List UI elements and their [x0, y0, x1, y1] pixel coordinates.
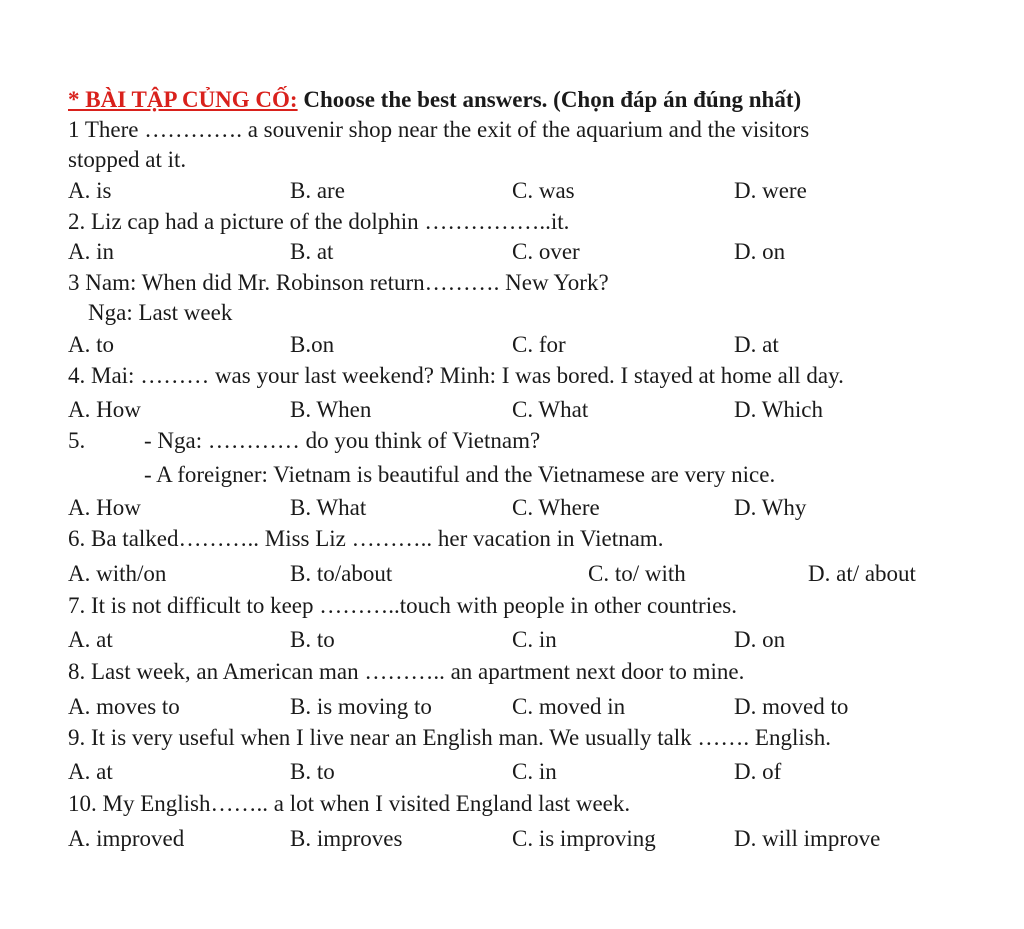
question-9-text: 9. It is very useful when I live near an English man. We usually talk ……. English.: [68, 725, 831, 750]
q5-option-d[interactable]: D. Why: [734, 495, 807, 520]
q7-option-b[interactable]: B. to: [290, 627, 335, 652]
q6-option-c[interactable]: C. to/ with: [588, 561, 686, 586]
q5-option-c[interactable]: C. Where: [512, 495, 600, 520]
heading-tag: * BÀI TẬP CỦNG CỐ:: [68, 87, 298, 112]
q1-option-c[interactable]: C. was: [512, 178, 575, 203]
q7-option-a[interactable]: A. at: [68, 627, 113, 652]
question-2-text: 2. Liz cap had a picture of the dolphin ……………..it.: [68, 209, 570, 234]
q2-option-a[interactable]: A. in: [68, 239, 114, 264]
q6-option-b[interactable]: B. to/about: [290, 561, 393, 586]
worksheet-heading: [68, 86, 801, 114]
q2-option-d[interactable]: D. on: [734, 239, 786, 264]
question-1-text-cont: stopped at it.: [68, 147, 187, 172]
q6-option-d[interactable]: D. at/ about: [808, 561, 916, 586]
q2-option-c[interactable]: C. over: [512, 239, 580, 264]
q7-option-c[interactable]: C. in: [512, 627, 557, 652]
q8-option-a[interactable]: A. moves to: [68, 694, 180, 719]
heading-instruction: Choose the best answers. (Chọn đáp án đúng nhất): [297, 87, 802, 112]
q3-option-d[interactable]: D. at: [734, 332, 779, 357]
question-8-text: 8. Last week, an American man ……….. an apartment next door to mine.: [68, 659, 745, 684]
q10-option-d[interactable]: D. will improve: [734, 826, 881, 851]
q6-option-a[interactable]: A. with/on: [68, 561, 167, 586]
question-4-text: 4. Mai: ……… was your last weekend? Minh: I was bored. I stayed at home all day.: [68, 363, 844, 388]
q10-option-b[interactable]: B. improves: [290, 826, 403, 851]
q5-option-b[interactable]: B. What: [290, 495, 367, 520]
q2-option-b[interactable]: B. at: [290, 239, 334, 264]
question-10-text: 10. My English…….. a lot when I visited England last week.: [68, 791, 631, 816]
q4-option-c[interactable]: C. What: [512, 397, 589, 422]
question-6-text: 6. Ba talked……….. Miss Liz ……….. her vacation in Vietnam.: [68, 526, 664, 551]
q8-option-b[interactable]: B. is moving to: [290, 694, 432, 719]
q4-option-b[interactable]: B. When: [290, 397, 372, 422]
q3-option-c[interactable]: C. for: [512, 332, 566, 357]
q10-option-a[interactable]: A. improved: [68, 826, 185, 851]
q5-option-a[interactable]: A. How: [68, 495, 141, 520]
question-5-number: 5.: [68, 428, 86, 453]
q8-option-c[interactable]: C. moved in: [512, 694, 626, 719]
q9-option-a[interactable]: A. at: [68, 759, 113, 784]
question-7-text: 7. It is not difficult to keep ………..touch with people in other countries.: [68, 593, 738, 618]
q7-option-d[interactable]: D. on: [734, 627, 786, 652]
question-1-text: 1 There …………. a souvenir shop near the exit of the aquarium and the visitors: [68, 117, 810, 142]
q3-option-a[interactable]: A. to: [68, 332, 114, 357]
q3-option-b[interactable]: B.on: [290, 332, 335, 357]
question-5-text: - Nga: ………… do you think of Vietnam?: [144, 428, 541, 453]
q8-option-d[interactable]: D. moved to: [734, 694, 849, 719]
question-3-answer-line: Nga: Last week: [88, 300, 233, 325]
question-5-text-cont: - A foreigner: Vietnam is beautiful and the Vietnamese are very nice.: [144, 462, 776, 487]
q1-option-b[interactable]: B. are: [290, 178, 345, 203]
q4-option-a[interactable]: A. How: [68, 397, 141, 422]
q9-option-c[interactable]: C. in: [512, 759, 557, 784]
question-3-text: 3 Nam: When did Mr. Robinson return………. New York?: [68, 270, 609, 295]
q9-option-d[interactable]: D. of: [734, 759, 782, 784]
q10-option-c[interactable]: C. is improving: [512, 826, 656, 851]
q1-option-d[interactable]: D. were: [734, 178, 807, 203]
q9-option-b[interactable]: B. to: [290, 759, 335, 784]
q4-option-d[interactable]: D. Which: [734, 397, 824, 422]
q1-option-a[interactable]: A. is: [68, 178, 112, 203]
